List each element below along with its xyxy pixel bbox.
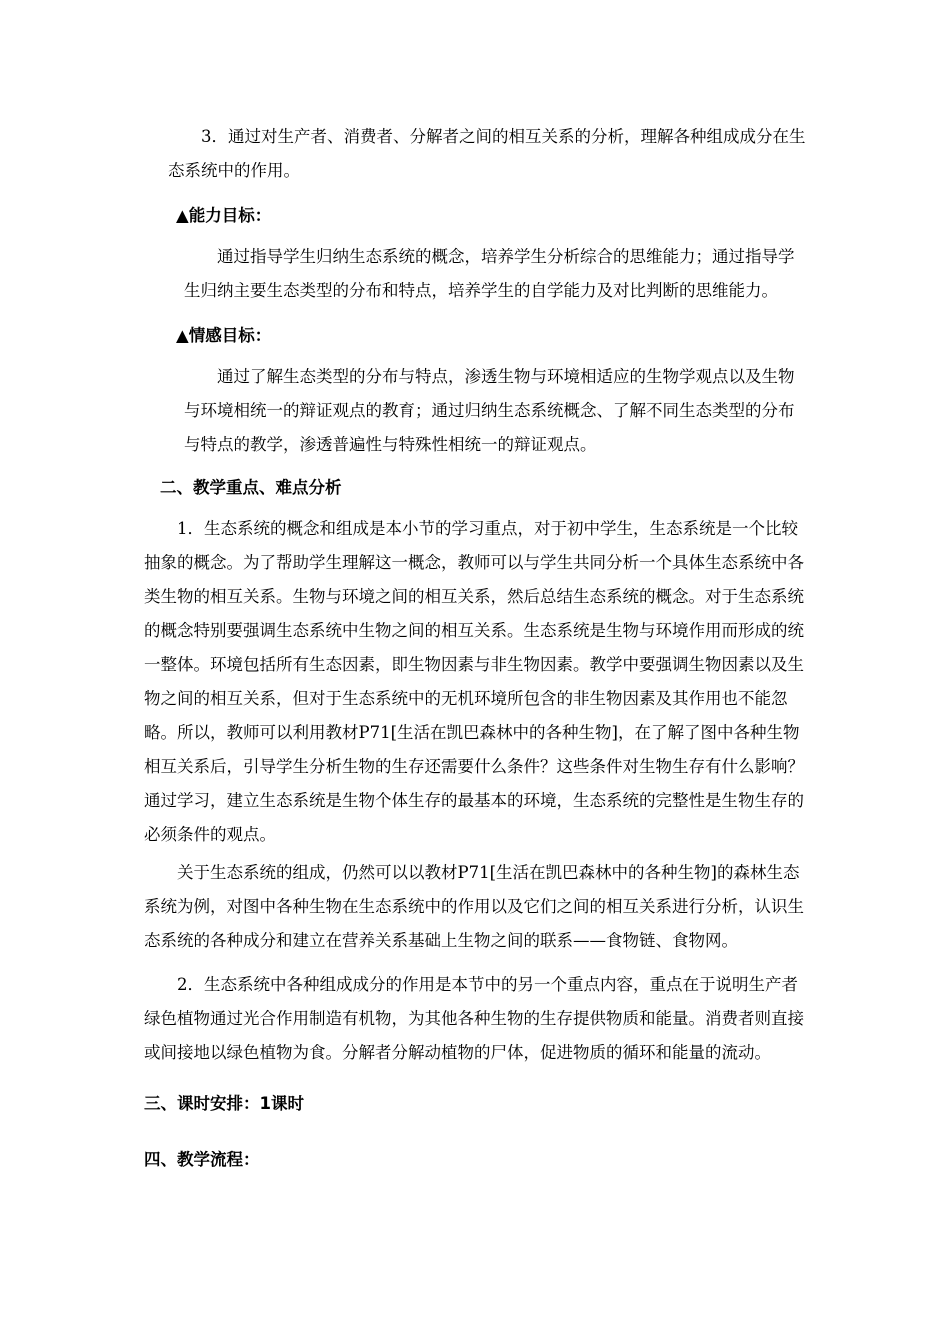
section-3-heading: 三、课时安排：1课时 (144, 1094, 304, 1113)
section-2-heading: 二、教学重点、难点分析 (160, 478, 342, 497)
emotion-goal-paragraph: 通过了解生态类型的分布与特点，渗透生物与环境相适应的生物学观点以及生物与环境相统一的辩证观点的教育；通过归纳生态系统概念、了解不同生态类型的分布与特点的教学，渗透普遍性与特殊性相统一的辩证观点。 (184, 367, 795, 454)
key-point-1-paragraph: 1．生态系统的概念和组成是本小节的学习重点，对于初中学生，生态系统是一个比较抽象的概念。为了帮助学生理解这一概念，教师可以与学生共同分析一个具体生态系统中各类生物的相互关系。生物与环境之间的相互关系，然后总结生态系统的概念。对于生态系统的概念特别要强调生态系统中生物之间的相互关系。生态系统是生物与环境作用而形成的统一整体。环境包括所有生态因素，即生物因素与非生物因素。教学中要强调生物因素以及生物之间的相互关系，但对于生态系统中的无机环境所包含的非生物因素及其作用也不能忽略。所以，教师可以利用教材P71[生活在凯巴森林中的各种生物]，在了解了图中各种生物相互关系后，引导学生分析生物的生存还需要什么条件？这些条件对生物生存有什么影响？通过学习，建立生态系统是生物个体生存的最基本的环境，生态系统的完整性是生物生存的必须条件的观点。 (144, 519, 804, 844)
section-4-heading: 四、教学流程： (144, 1150, 260, 1169)
emotion-goal-heading: ▲情感目标： (176, 326, 272, 345)
ability-goal-paragraph: 通过指导学生归纳生态系统的概念，培养学生分析综合的思维能力；通过指导学生归纳主要生态类型的分布和特点，培养学生的自学能力及对比判断的思维能力。 (184, 247, 795, 300)
composition-paragraph: 关于生态系统的组成，仍然可以以教材P71[生活在凯巴森林中的各种生物]的森林生态系统为例，对图中各种生物在生态系统中的作用以及它们之间的相互关系进行分析，认识生态系统的各种成分和建立在营养关系基础上生物之间的联系——食物链、食物网。 (144, 863, 804, 950)
knowledge-goal-3-paragraph: 3．通过对生产者、消费者、分解者之间的相互关系的分析，理解各种组成成分在生态系统中的作用。 (168, 127, 806, 180)
ability-goal-heading: ▲能力目标： (176, 206, 272, 225)
key-point-2-paragraph: 2．生态系统中各种组成成分的作用是本节中的另一个重点内容，重点在于说明生产者绿色植物通过光合作用制造有机物，为其他各种生物的生存提供物质和能量。消费者则直接或间接地以绿色植物为食。分解者分解动植物的尸体，促进物质的循环和能量的流动。 (144, 975, 804, 1062)
